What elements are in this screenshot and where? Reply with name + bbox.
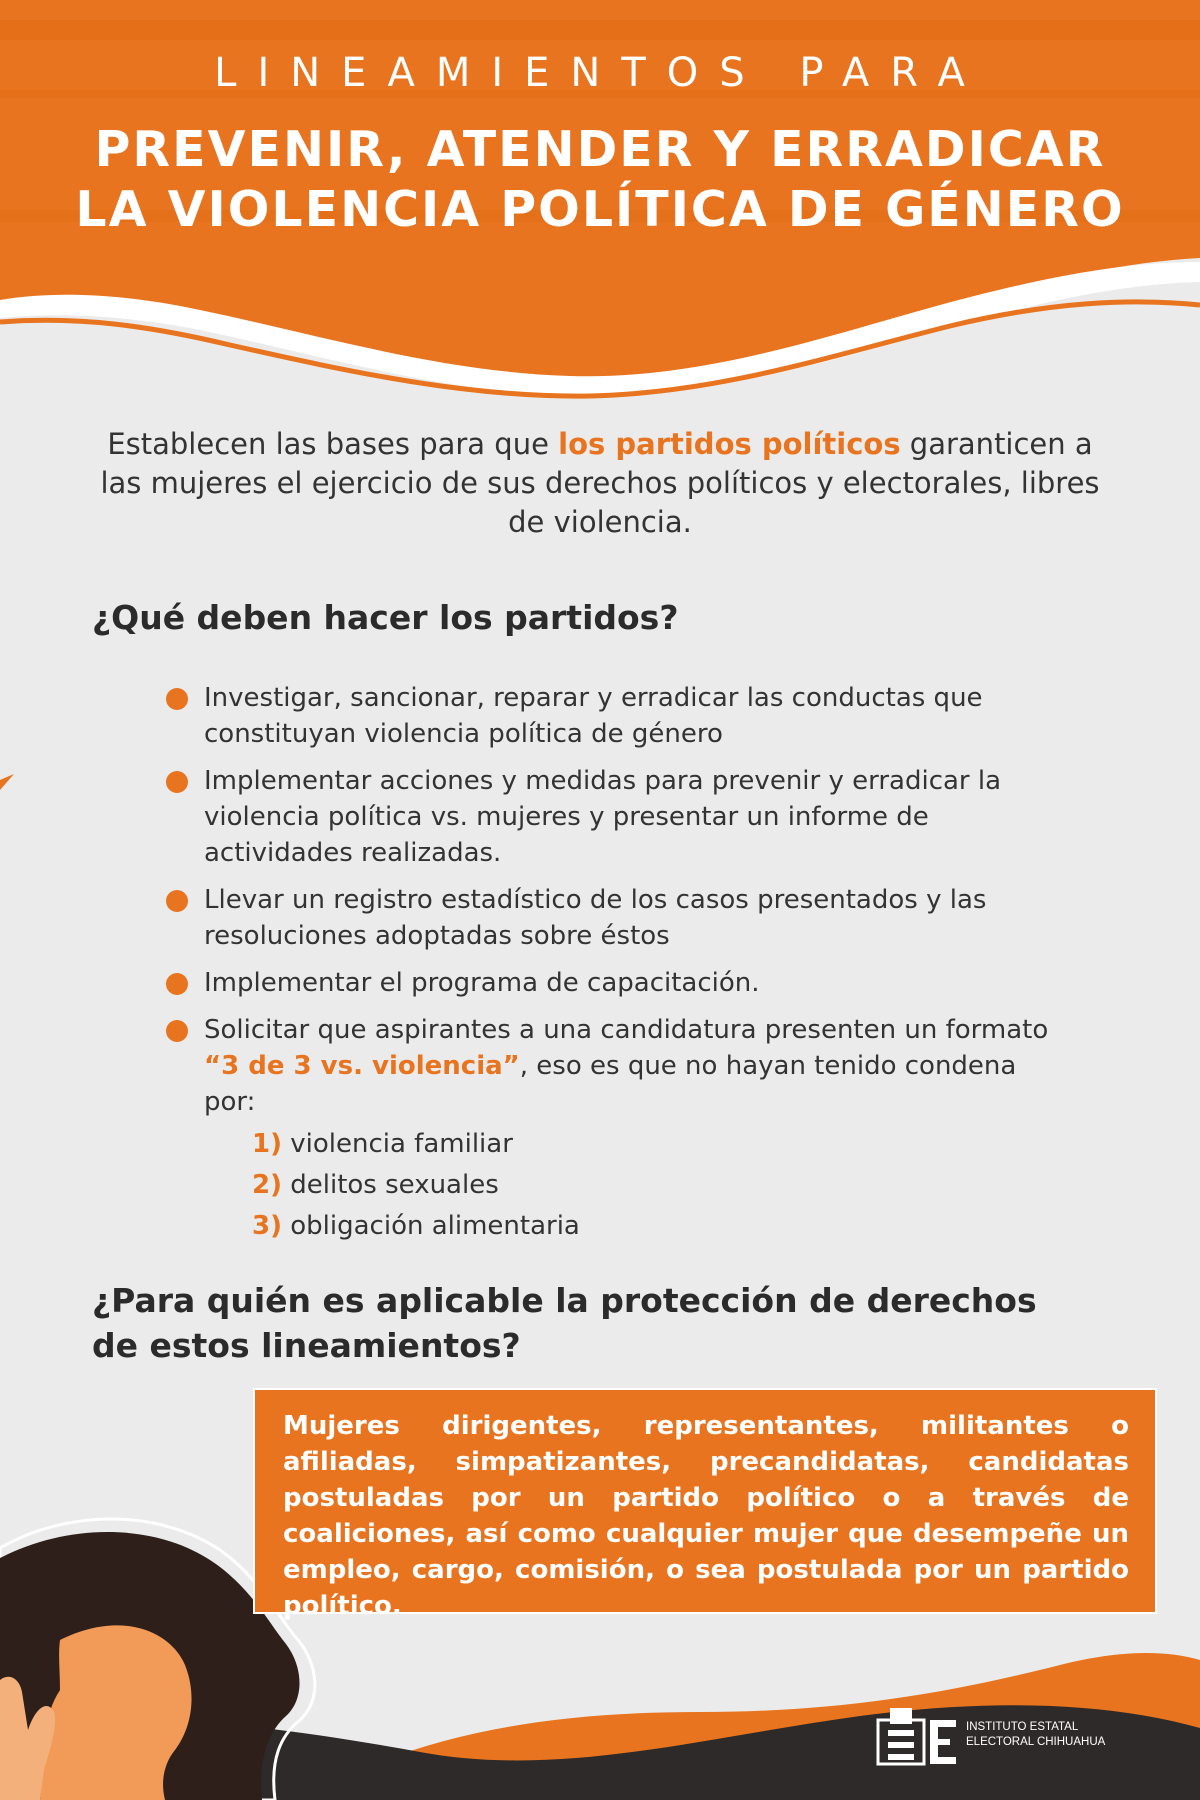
list-item-text: Llevar un registro estadístico de los casos presentados y las resoluciones adoptadas sobre éstos (204, 885, 987, 951)
section-heading-line-2: de estos lineamientos? (92, 1326, 521, 1365)
list-item (166, 882, 1066, 954)
sub-list-item (252, 1165, 1066, 1206)
header-title-line-2: LA VIOLENCIA POLÍTICA DE GÉNERO (75, 181, 1125, 238)
sub-list-text: delitos sexuales (290, 1170, 499, 1200)
sub-list-text: violencia familiar (290, 1129, 513, 1159)
institution-logo (876, 1704, 1116, 1768)
header-title-line-1: PREVENIR, ATENDER Y ERRADICAR (94, 121, 1106, 178)
sub-list-text: obligación alimentaria (290, 1211, 580, 1241)
intro-text-before: Establecen las bases para que (107, 427, 559, 461)
institution-name-line-1: INSTITUTO ESTATAL (966, 1721, 1079, 1733)
bullet-dot-icon (166, 688, 188, 710)
sub-list-item (252, 1206, 1066, 1247)
bullet-dot-icon (166, 973, 188, 995)
institution-name (966, 1720, 1105, 1750)
intro-text-after: garanticen a las mujeres el ejercicio de sus derechos políticos y electorales, libres de violencia. (100, 427, 1100, 539)
protected-groups-box (253, 1388, 1157, 1621)
sub-list-item (252, 1124, 1066, 1165)
list-item (166, 680, 1066, 752)
left-accent (0, 774, 14, 790)
header-kicker: LINEAMIENTOS PARA (214, 50, 986, 96)
section-heading-line-1: ¿Para quién es aplicable la protección de derechos (92, 1281, 1037, 1320)
bullet-dot-icon (166, 890, 188, 912)
intro-highlight: los partidos políticos (558, 427, 901, 461)
list-item (166, 965, 1066, 1001)
sub-list-number: 2) (252, 1170, 282, 1200)
bullet-dot-icon (166, 771, 188, 793)
sub-list-number: 1) (252, 1129, 282, 1159)
list-item-highlight: “3 de 3 vs. violencia” (204, 1051, 520, 1081)
list-item-text-before: Solicitar que aspirantes a una candidatura presenten un formato (204, 1015, 1049, 1045)
sub-list (252, 1124, 1066, 1247)
list-item (166, 763, 1066, 871)
list-item-text: Investigar, sancionar, reparar y erradicar las conductas que constituyan violencia política de género (204, 683, 983, 749)
section-heading-who-is-protected (92, 1278, 1037, 1368)
bullet-list (166, 680, 1066, 1258)
intro-paragraph (100, 425, 1100, 542)
list-item-text: Implementar el programa de capacitación. (204, 968, 760, 998)
list-item-text: Implementar acciones y medidas para prevenir y erradicar la violencia política vs. mujeres y presentar un informe de actividades realizadas. (204, 766, 1002, 868)
institution-name-line-2: ELECTORAL CHIHUAHUA (966, 1736, 1106, 1748)
header-texture (0, 20, 1200, 40)
protected-groups-text: Mujeres dirigentes, representantes, militantes o afiliadas, simpatizantes, precandidatas, candidatas postuladas por un partido político o a través de coaliciones, así como cualquier mujer que desempeñe un empleo, cargo, comisión, o sea postulada por un partido político. (283, 1411, 1129, 1621)
list-item-text-after: , eso es que no hayan tenido condena por: (204, 1051, 1017, 1117)
bullet-dot-icon (166, 1020, 188, 1042)
section-heading-what-parties-do: ¿Qué deben hacer los partidos? (92, 598, 679, 637)
list-item (166, 1012, 1066, 1247)
header-title (0, 120, 1200, 240)
sub-list-number: 3) (252, 1211, 282, 1241)
ballot-box-icon (876, 1704, 960, 1768)
